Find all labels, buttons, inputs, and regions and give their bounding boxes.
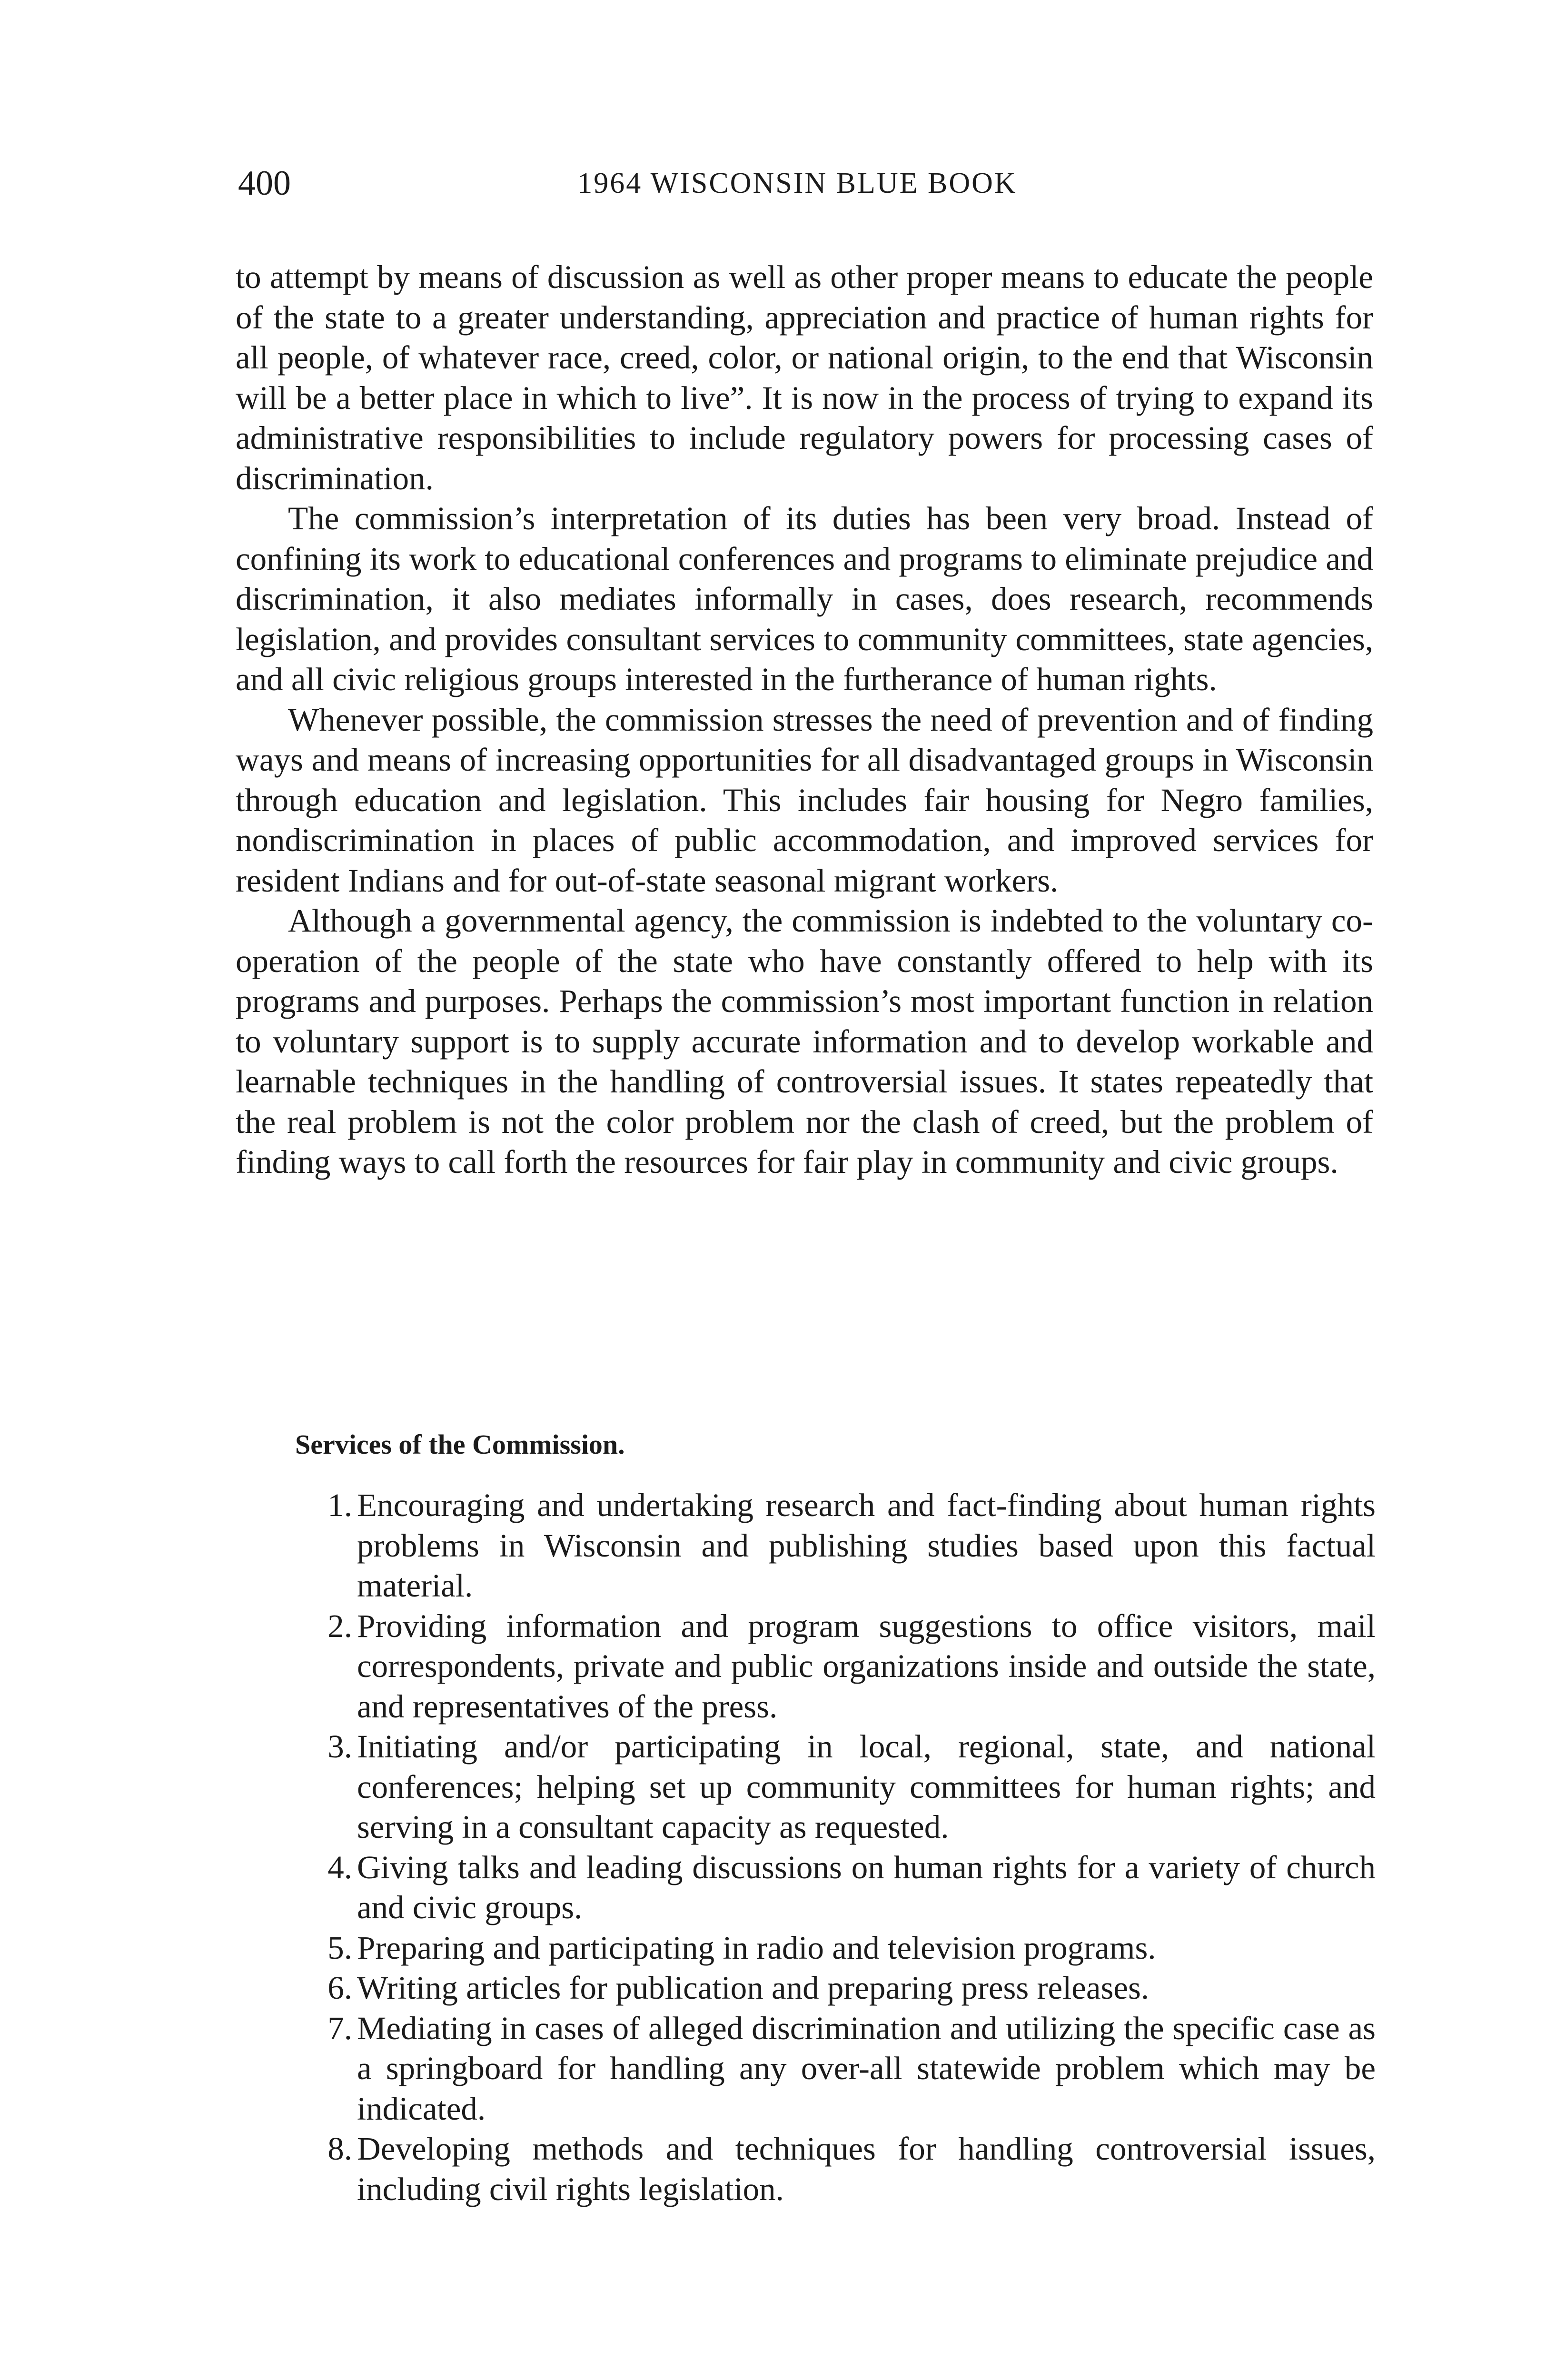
- page-header: [238, 157, 1380, 209]
- list-item-number: 8.: [327, 2131, 352, 2167]
- list-item: [295, 1928, 1376, 1968]
- list-item: [295, 1726, 1376, 1847]
- paragraph-interpretation: The commission’s interpretation of its duties has been very broad. Instead of confining its work to educational conferences and programs to eliminate prejudice and discrimination, it also mediates informally in cases, does research, recommends legislation, and provides consultant services to community committees, state agencies, and all civic religious groups interested in the furtherance of human rights.: [236, 500, 1373, 697]
- list-item-number: 3.: [327, 1728, 352, 1765]
- list-item-number: 5.: [327, 1929, 352, 1966]
- list-item-text: Developing methods and techniques for handling controversial issues, including civil rights legislation.: [357, 2131, 1376, 2207]
- services-list: [295, 1485, 1376, 2209]
- list-item-number: 4.: [327, 1849, 352, 1885]
- list-item-text: Providing information and program suggestions to office visitors, mail correspondents, private and public organizations inside and outside the state, and representatives of the press.: [357, 1607, 1376, 1725]
- list-item: [295, 2129, 1376, 2209]
- list-item: [295, 1485, 1376, 1606]
- list-item-text: Writing articles for publication and preparing press releases.: [357, 1970, 1150, 2006]
- running-head: 1964 WISCONSIN BLUE BOOK: [577, 167, 1017, 199]
- list-item-text: Encouraging and undertaking research and fact-finding about human rights problems in Wisconsin and publishing studies based upon this factual material.: [357, 1487, 1376, 1604]
- list-item-number: 1.: [327, 1487, 352, 1523]
- list-item-text: Giving talks and leading discussions on human rights for a variety of church and civic groups.: [357, 1849, 1376, 1925]
- list-item-text: Mediating in cases of alleged discrimination and utilizing the specific case as a springboard for handling any over-all statewide problem which may be indicated.: [357, 2010, 1376, 2127]
- body-text: [236, 257, 1373, 1182]
- list-item-text: Preparing and participating in radio and television programs.: [357, 1929, 1156, 1966]
- list-item: [295, 1847, 1376, 1928]
- section-heading: Services of the Commission.: [295, 1429, 625, 1460]
- list-item-number: 6.: [327, 1970, 352, 2006]
- list-item: [295, 1968, 1376, 2008]
- list-item-number: 2.: [327, 1607, 352, 1644]
- paragraph-continuation: to attempt by means of discussion as well as other proper means to educate the people of the state to a greater understanding, appreciation and practice of human rights for all people, of whatever race, creed, color, or national origin, to the end that Wisconsin will be a better place in which to live”. It is now in the process of trying to expand its administrative responsibilities to include regulatory powers for processing cases of discrimination.: [236, 259, 1373, 496]
- page-number: 400: [238, 164, 291, 203]
- list-item: [295, 1606, 1376, 1727]
- list-item-text: Initiating and/or participating in local, regional, state, and national conferences; helping set up community committees for human rights; and serving in a consultant capacity as requested.: [357, 1728, 1376, 1845]
- paragraph-voluntary-support: Although a governmental agency, the commission is indebted to the voluntary co-operation of the people of the state who have constantly offered to help with its programs and purposes. Perhaps the commission’s most important function in relation to voluntary support is to supply accurate information and to develop workable and learnable techniques in the handling of controversial issues. It states repeatedly that the real problem is not the color problem nor the clash of creed, but the problem of finding ways to call forth the resources for fair play in community and civic groups.: [236, 902, 1373, 1180]
- paragraph-prevention: Whenever possible, the commission stresses the need of prevention and of finding ways and means of increasing opportunities for all disadvantaged groups in Wisconsin through education and legislation. This includes fair housing for Negro families, nondiscrimination in places of public accommodation, and improved services for resident Indians and for out-of-state seasonal migrant workers.: [236, 701, 1373, 899]
- list-item-number: 7.: [327, 2010, 352, 2046]
- list-item: [295, 2008, 1376, 2129]
